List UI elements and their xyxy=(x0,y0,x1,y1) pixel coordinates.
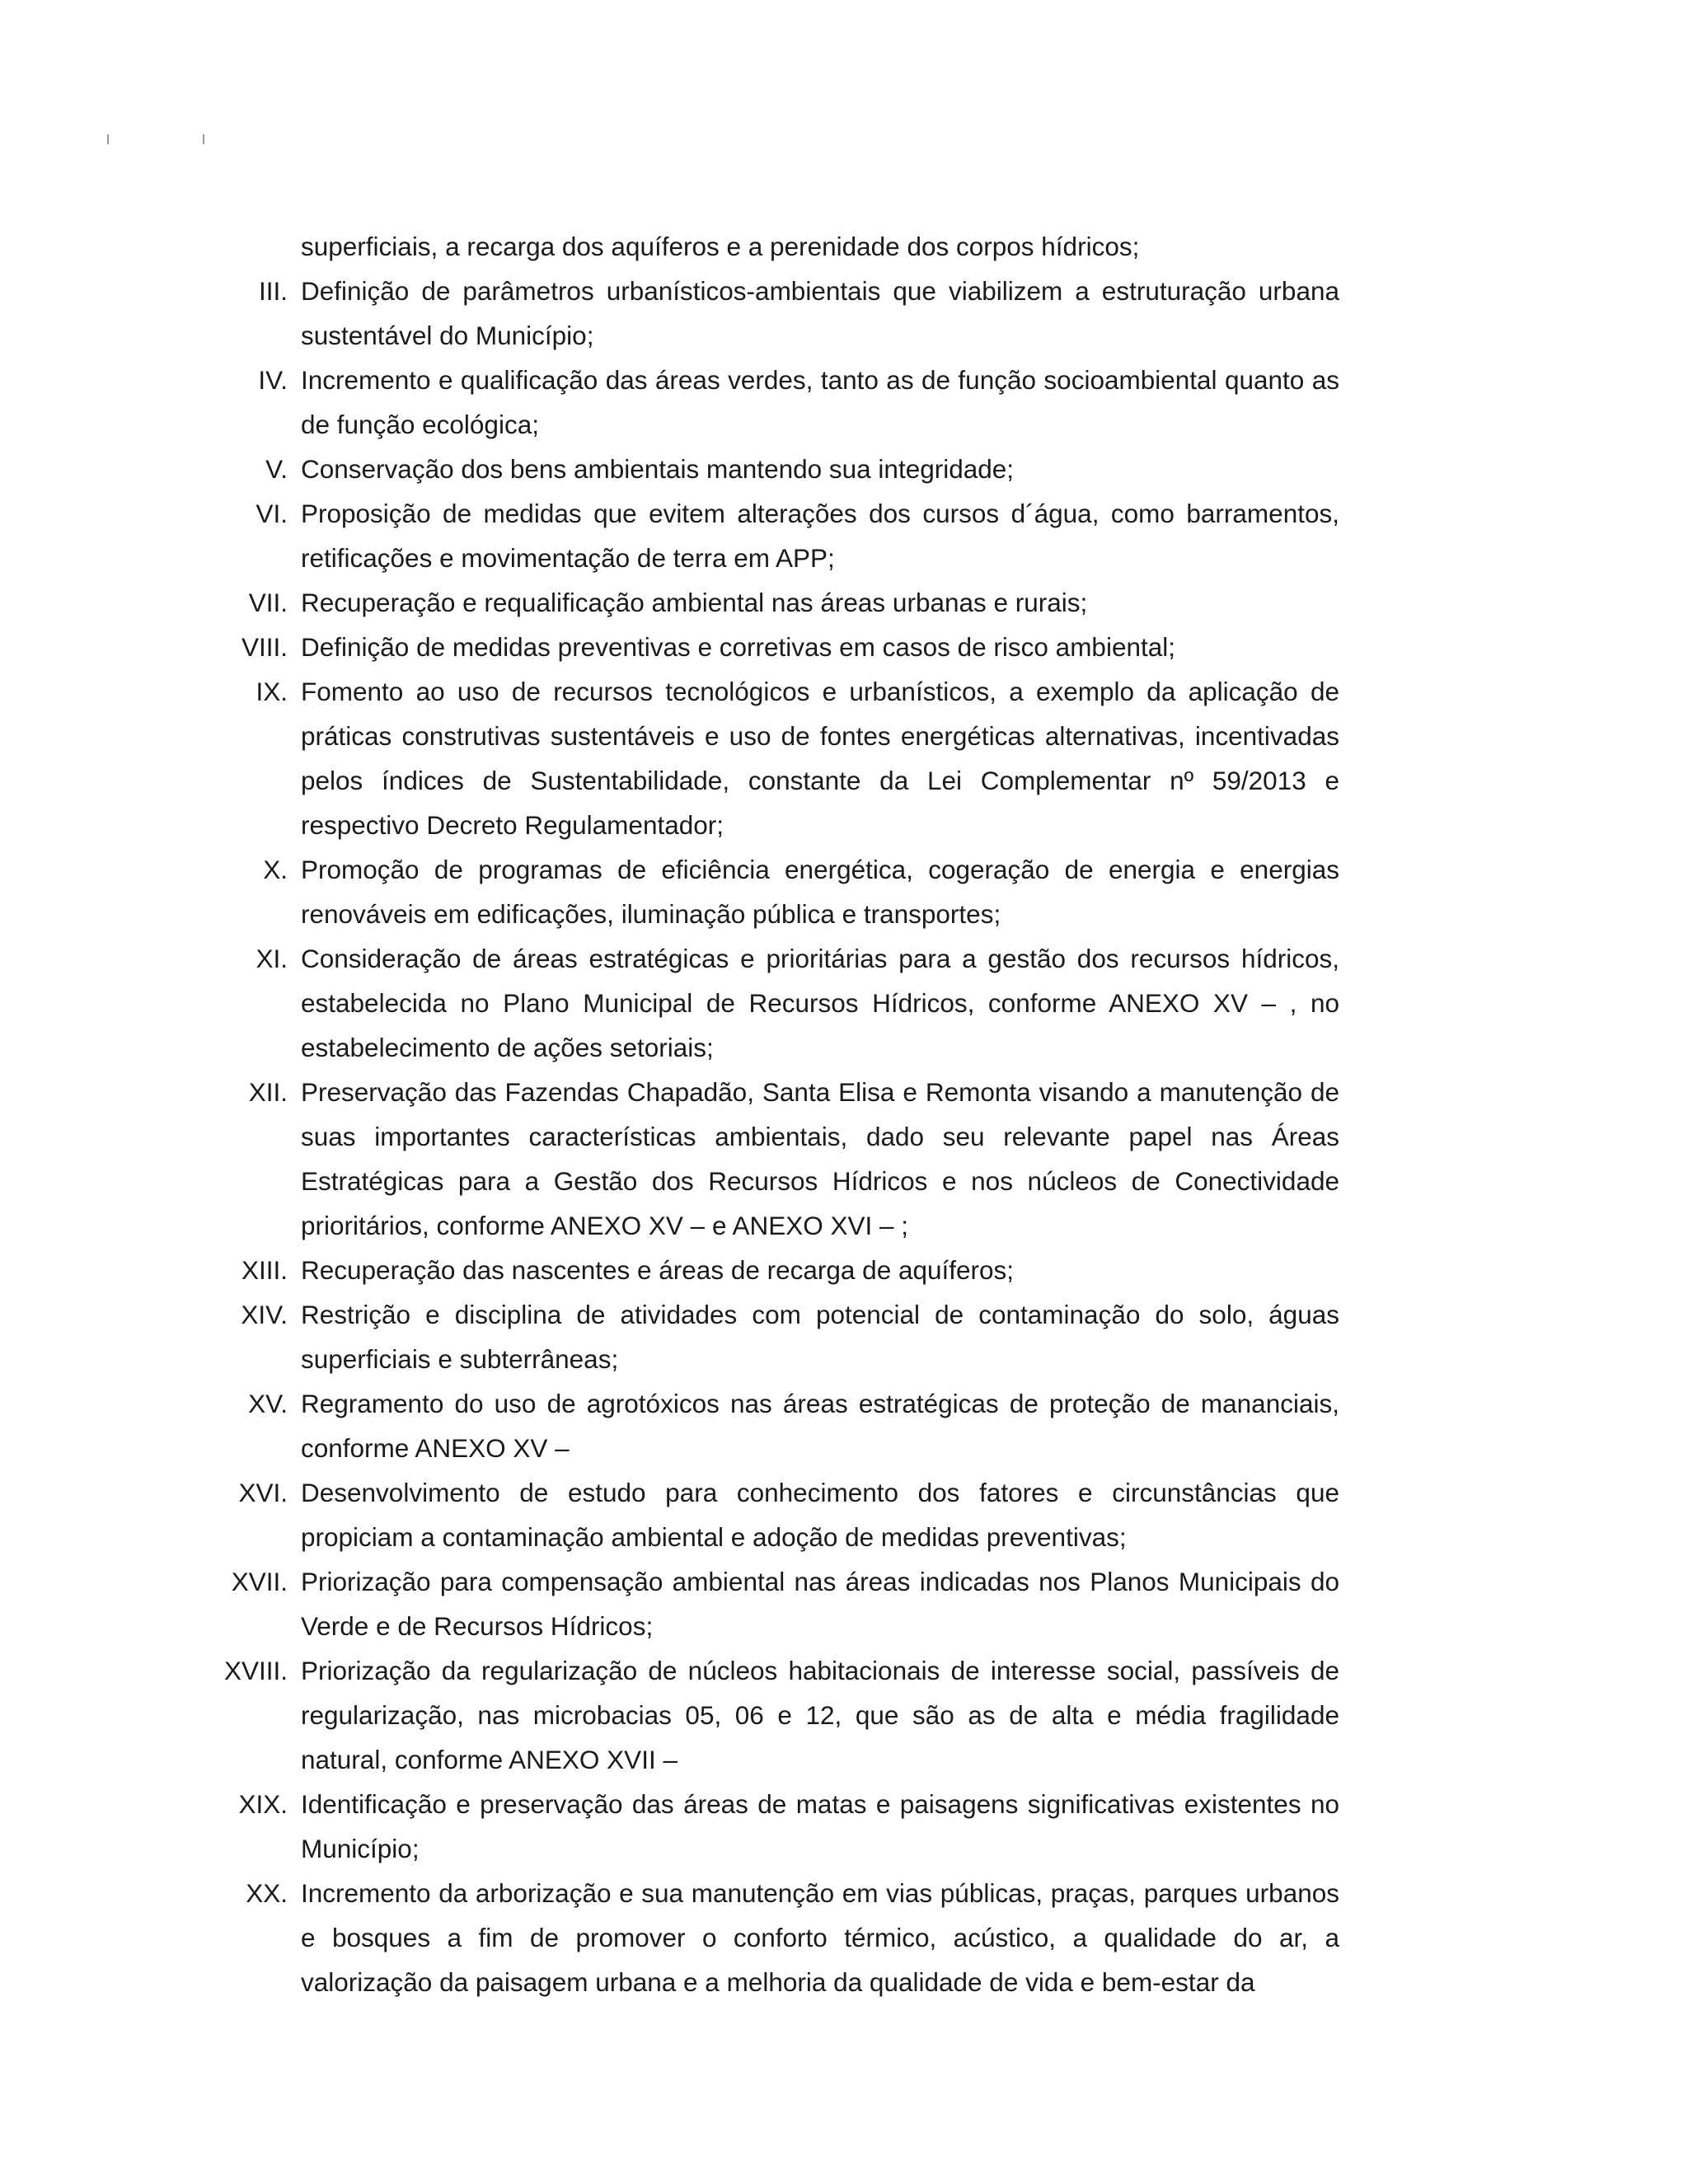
list-item-text: Recuperação das nascentes e áreas de recarga de aquíferos; xyxy=(301,1255,1015,1285)
list-item xyxy=(206,1559,1339,1648)
list-item-numeral: XII. xyxy=(248,1077,288,1107)
list-item-text: Proposição de medidas que evitem alterações dos cursos d´água, como barramentos, retificações e movimentação de terra em APP; xyxy=(301,499,1339,573)
list-item xyxy=(206,936,1339,1070)
list-item-numeral: XVI. xyxy=(238,1478,288,1507)
list-item-numeral: IV. xyxy=(258,365,288,395)
list-item-numeral: VIII. xyxy=(241,632,288,662)
list-item-numeral: XVII. xyxy=(231,1567,288,1596)
list-item xyxy=(206,625,1339,669)
list-item-numeral: XVIII. xyxy=(223,1656,288,1685)
list-item-numeral: XIII. xyxy=(241,1255,288,1285)
scan-artifact-mark xyxy=(107,134,109,144)
list-item xyxy=(206,1248,1339,1292)
list-item-text: Conservação dos bens ambientais mantendo sua integridade; xyxy=(301,454,1015,484)
list-item xyxy=(206,447,1339,491)
list-item xyxy=(206,847,1339,936)
list-item-numeral: X. xyxy=(263,855,288,884)
scan-artifact-mark xyxy=(203,134,204,144)
list-item xyxy=(206,1648,1339,1782)
list-item-text: Incremento e qualificação das áreas verdes, tanto as de função socioambiental quanto as de função ecológica; xyxy=(301,365,1339,439)
list-item-text: Identificação e preservação das áreas de matas e paisagens significativas existentes no Município; xyxy=(301,1789,1339,1863)
list-item-text: Desenvolvimento de estudo para conhecimento dos fatores e circunstâncias que propiciam a contaminação ambiental e adoção de medidas preventivas; xyxy=(301,1478,1339,1552)
list-item-text: Priorização para compensação ambiental nas áreas indicadas nos Planos Municipais do Verde e de Recursos Hídricos; xyxy=(301,1567,1339,1641)
list-item-text: Preservação das Fazendas Chapadão, Santa Elisa e Remonta visando a manutenção de suas importantes características ambientais, dado seu relevante papel nas Áreas Estratégicas para a Gestão dos Recursos Hídricos e nos núcleos de Conectividade prioritários, conforme ANEXO XV – e ANEXO XVI – ; xyxy=(301,1077,1339,1240)
list-item xyxy=(206,1470,1339,1559)
list-item-text: Restrição e disciplina de atividades com potencial de contaminação do solo, águas superficiais e subterrâneas; xyxy=(301,1300,1339,1374)
numbered-list xyxy=(206,269,1339,2004)
list-item-numeral: V. xyxy=(265,454,288,484)
list-item xyxy=(206,1871,1339,2004)
list-item-numeral: XV. xyxy=(248,1389,288,1418)
continuation-paragraph: superficiais, a recarga dos aquíferos e a perenidade dos corpos hídricos; xyxy=(301,232,1140,261)
list-item-numeral: IX. xyxy=(256,677,288,706)
list-item-numeral: III. xyxy=(258,276,288,306)
list-item-text: Fomento ao uso de recursos tecnológicos e urbanísticos, a exemplo da aplicação de práticas construtivas sustentáveis e uso de fontes energéticas alternativas, incentivadas pelos índices de Sustentabilidade, constante da Lei Complementar nº 59/2013 e respectivo Decreto Regulamentador; xyxy=(301,677,1339,840)
list-item-text: Promoção de programas de eficiência energética, cogeração de energia e energias renováveis em edificações, iluminação pública e transportes; xyxy=(301,855,1339,929)
document-body xyxy=(206,224,1339,2004)
list-item-text: Regramento do uso de agrotóxicos nas áreas estratégicas de proteção de mananciais, conforme ANEXO XV – xyxy=(301,1389,1339,1463)
list-item-text: Definição de parâmetros urbanísticos-ambientais que viabilizem a estruturação urbana sustentável do Município; xyxy=(301,276,1339,350)
list-item xyxy=(206,669,1339,847)
list-item-text: Incremento da arborização e sua manutenção em vias públicas, praças, parques urbanos e bosques a fim de promover o conforto térmico, acústico, a qualidade do ar, a valorização da paisagem urbana e a melhoria da qualidade de vida e bem-estar da xyxy=(301,1878,1339,1997)
list-item xyxy=(206,1381,1339,1470)
list-item xyxy=(206,1292,1339,1381)
list-item xyxy=(206,269,1339,358)
list-item xyxy=(206,580,1339,625)
list-item-text: Consideração de áreas estratégicas e prioritárias para a gestão dos recursos hídricos, estabelecida no Plano Municipal de Recursos Hídricos, conforme ANEXO XV – , no estabelecimento de ações setoriais; xyxy=(301,944,1339,1062)
list-item-numeral: XX. xyxy=(246,1878,288,1908)
list-item-text: Priorização da regularização de núcleos habitacionais de interesse social, passíveis de regularização, nas microbacias 05, 06 e 12, que são as de alta e média fragilidade natural, conforme ANEXO XVII – xyxy=(301,1656,1339,1774)
list-item-text: Recuperação e requalificação ambiental nas áreas urbanas e rurais; xyxy=(301,588,1088,617)
list-item xyxy=(206,1070,1339,1248)
list-item-numeral: XI. xyxy=(256,944,288,973)
list-item-numeral: VI. xyxy=(256,499,288,528)
list-item-numeral: XIX. xyxy=(238,1789,288,1819)
list-item xyxy=(206,358,1339,447)
list-item-text: Definição de medidas preventivas e corretivas em casos de risco ambiental; xyxy=(301,632,1176,662)
list-item xyxy=(206,491,1339,580)
list-item-numeral: XIV. xyxy=(241,1300,288,1329)
list-item-numeral: VII. xyxy=(248,588,288,617)
list-item xyxy=(206,1782,1339,1871)
